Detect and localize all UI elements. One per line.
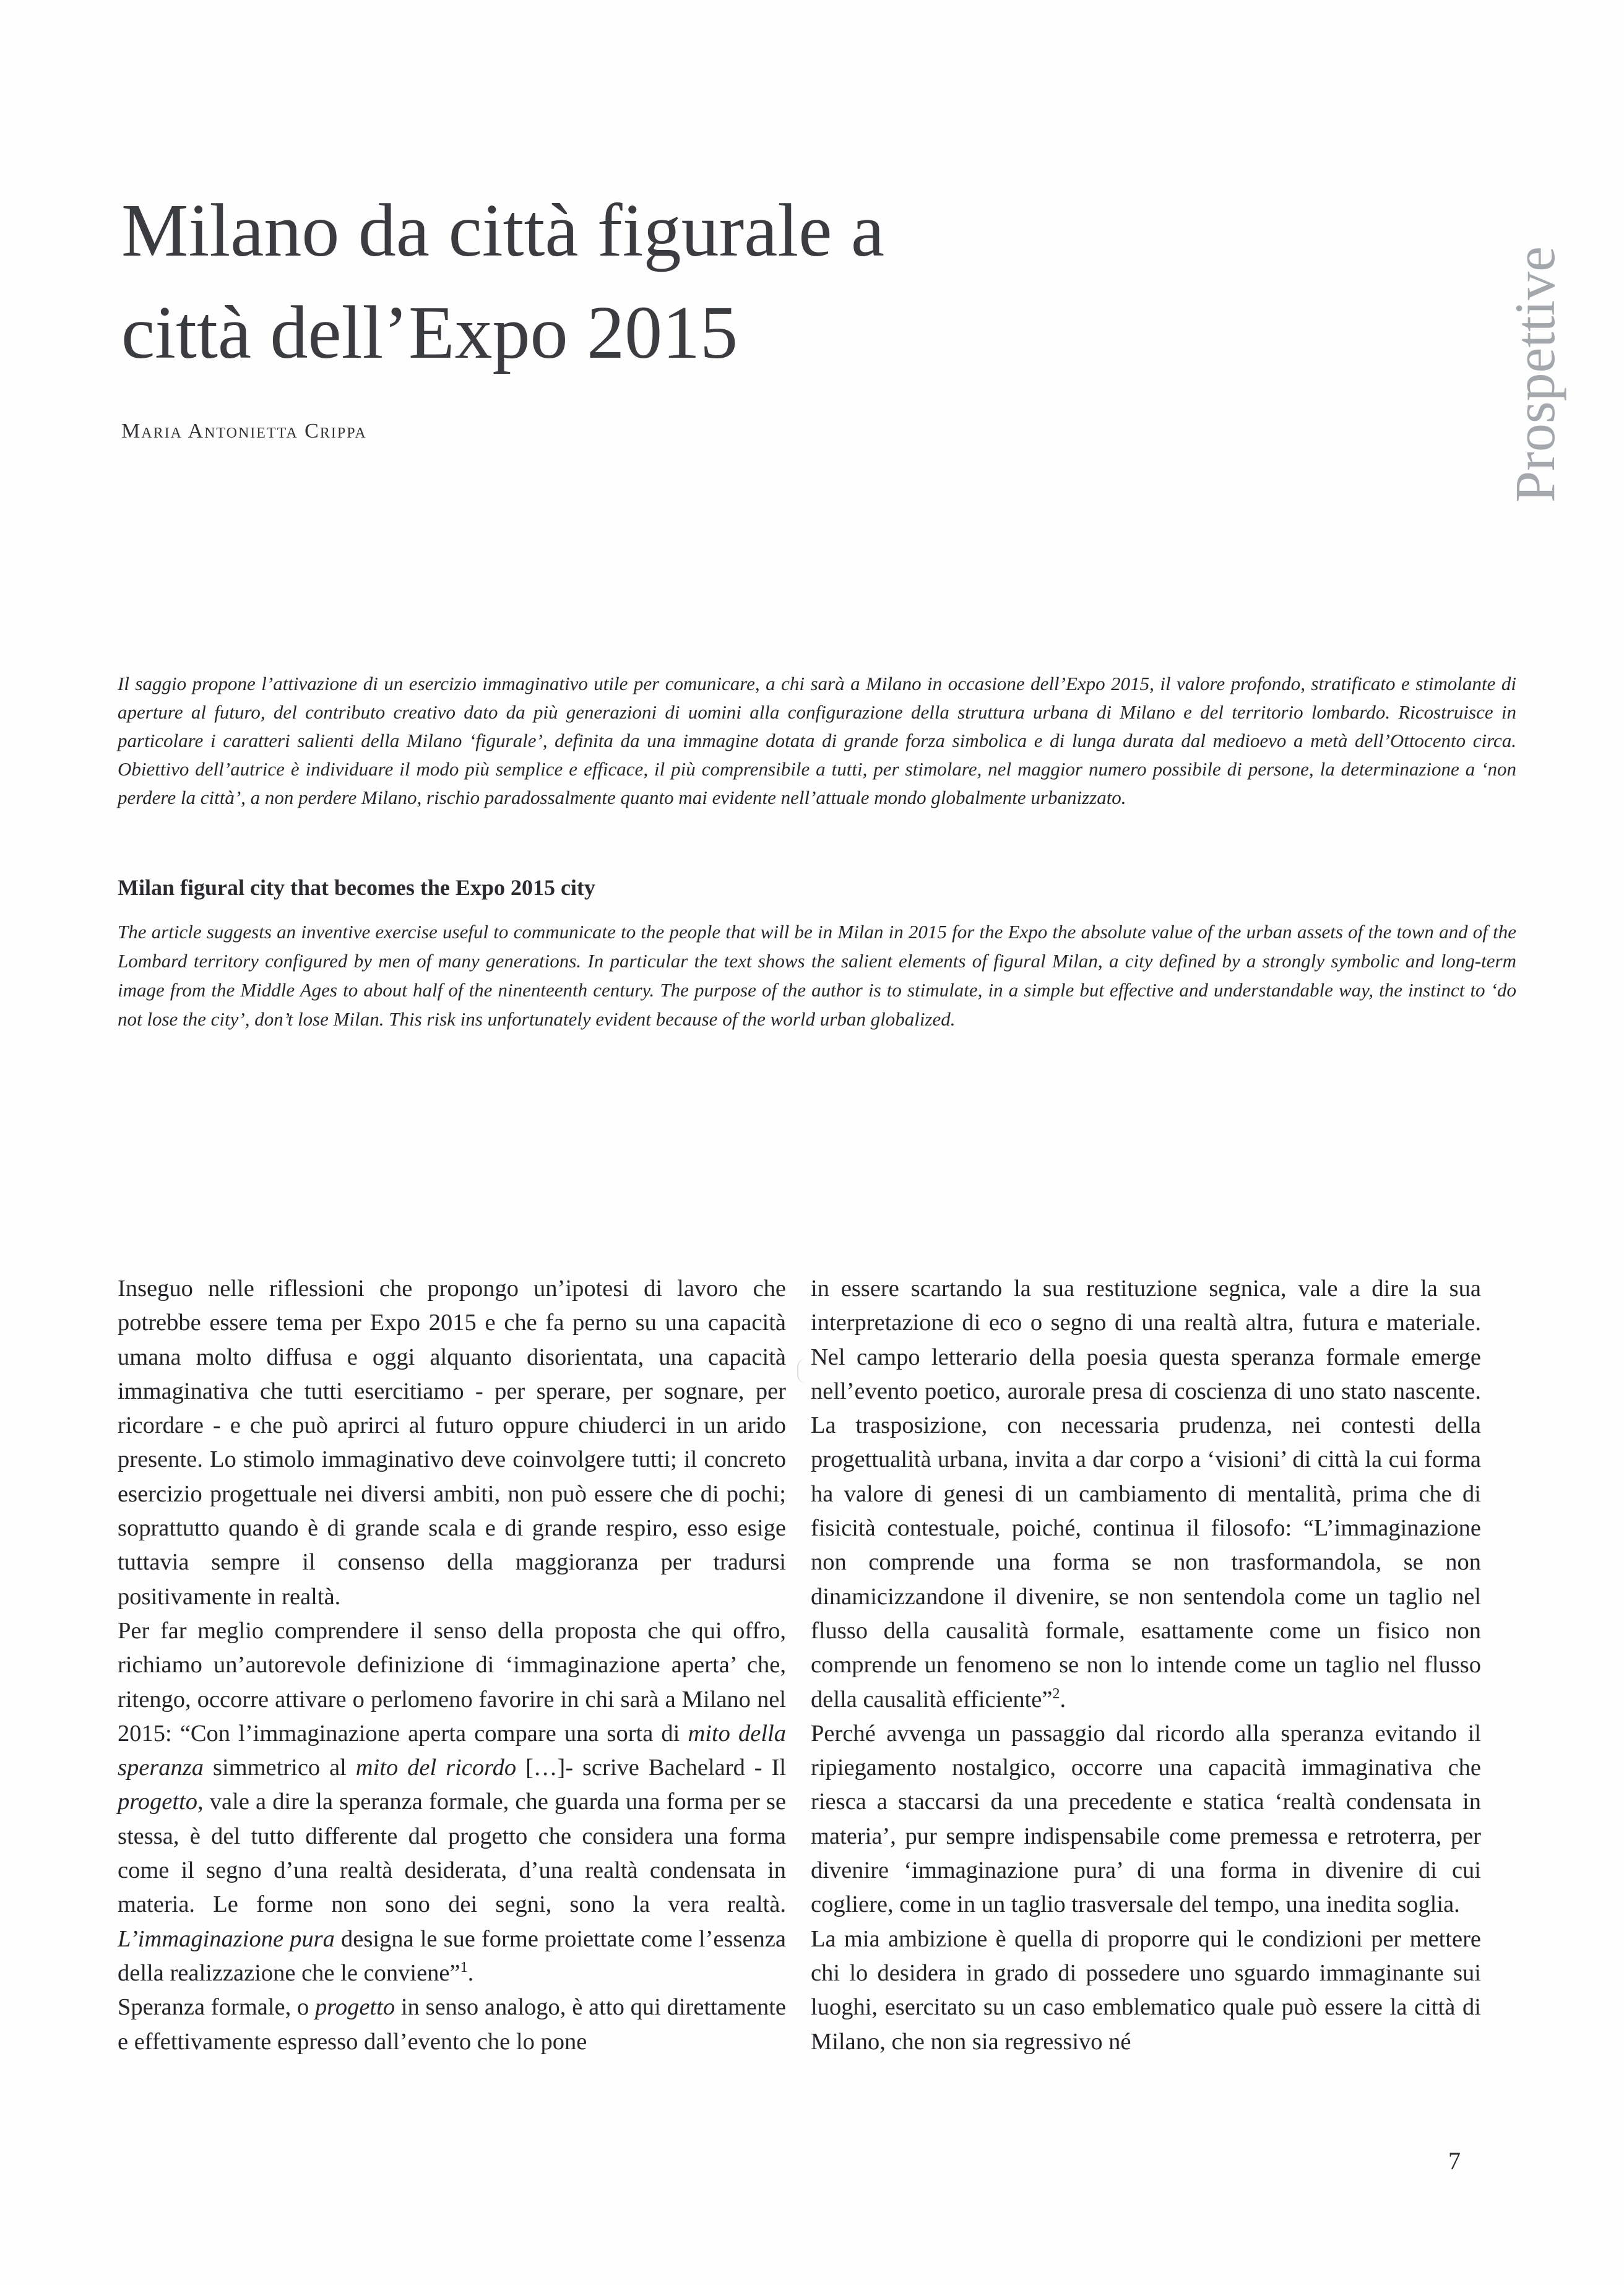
italic-run: L’immaginazione pura (118, 1925, 335, 1952)
text-run: Per far meglio comprendere il senso della proposta che qui offro, richiamo un’autorevole definizione di ‘immaginazione aperta’ che, ritengo, occorre attivare o perlomeno favorire in chi sarà a Milano nel 2015: “Con l’immaginazione aperta compare una sorta di (118, 1617, 786, 1747)
body-paragraph (118, 1614, 786, 1990)
body-paragraph: Perché avvenga un passaggio dal ricordo alla speranza evitando il ripiegamento nostalgico, occorre una capacità immaginativa che riesca a staccarsi da una precedente e statica ‘realtà condensata in materia’, pur sempre indispensabile come premessa e retroterra, per divenire ‘immaginazione pura’ di una forma in divenire di cui cogliere, come in un taglio trasversale del tempo, una inedita soglia. (811, 1720, 1481, 1918)
text-run: . (467, 1959, 474, 1986)
section-label (1473, 235, 1597, 514)
text-run: simmetrico al (204, 1755, 356, 1781)
body-column-left (118, 1272, 786, 2059)
italic-run: progetto (315, 1994, 395, 2021)
abstract-english-heading: Milan figural city that becomes the Expo 2015 city (118, 875, 595, 900)
body-paragraph (811, 1272, 1481, 1717)
body-paragraph (118, 1990, 786, 2059)
scan-artifact (797, 1358, 807, 1383)
footnote-ref-2[interactable]: 2 (1052, 1685, 1060, 1702)
article-title-line-2: città dell’Expo 2015 (121, 291, 738, 374)
page-number: 7 (1448, 2147, 1461, 2175)
text-run: […]- scrive Bachelard - Il (516, 1755, 786, 1781)
text-run: , vale a dire la speranza formale, che guarda una forma per se stessa, è del tutto differente dal progetto che considera una forma come il segno d’una realtà desiderata, d’una realtà condensata in materia. Le forme non sono dei segni, sono la vera realtà. (118, 1789, 786, 1918)
article-title-line-1: Milano da città figurale a (121, 189, 885, 272)
abstract-italian: Il saggio propone l’attivazione di un esercizio immaginativo utile per comunicare, a chi sarà a Milano in occasione dell’Expo 2015, il valore profondo, stratificato e stimolante di aperture al futuro, del contributo creativo dato da più generazioni di uomini alla configurazione della struttura urbana di Milano e del territorio lombardo. Ricostruisce in particolare i caratteri salienti della Milano ‘figurale’, definita da una immagine dotata di grande forza simbolica e di lunga durata dal medioevo a metà dell’Ottocento circa. Obiettivo dell’autrice è individuare il modo più semplice e efficace, il più comprensibile a tutti, per stimolare, nel maggior numero possibile di persone, la determinazione a ‘non perdere la città’, a non perdere Milano, rischio paradossalmente quanto mai evidente nell’attuale mondo globalmente urbanizzato. (118, 673, 1516, 808)
abstract-english: The article suggests an inventive exercise useful to communicate to the people that will be in Milan in 2015 for the Expo the absolute value of the urban assets of the town and of the Lombard territory configured by men of many generations. In particular the text shows the salient elements of figural Milan, a city defined by a strongly symbolic and long-term image from the Middle Ages to about half of the ninenteenth century. The purpose of the author is to stimulate, in a simple but effective and understandable way, the instinct to ‘do not lose the city’, don’t lose Milan. This risk ins unfortunately evident because of the world urban globalized. (118, 921, 1516, 1030)
author-name: Maria Antonietta Crippa (121, 420, 367, 443)
text-run: in essere scartando la sua restituzione segnica, vale a dire la sua interpretazione di eco o segno di una realtà altra, futura e materiale. Nel campo letterario della poesia questa speranza formale emerge nell’evento poetico, aurorale presa di coscienza di uno stato nascente. La trasposizione, con necessaria prudenza, nei contesti della progettualità urbana, invita a dar corpo a ‘visioni’ di città la cui forma ha valore di genesi di un cambiamento di mentalità, prima che di fisicità contestuale, poiché, continua il filosofo: “L’immaginazione non comprende una forma se non trasformandola, se non dinamicizzandone il divenire, se non sentendola come un taglio nel flusso della causalità formale, esattamente come un fisico non comprende un fenomeno se non lo intende come un taglio nel flusso della causalità efficiente” (811, 1276, 1481, 1713)
body-paragraph: La mia ambizione è quella di proporre qui le condizioni per mettere chi lo desidera in grado di possedere uno sguardo immaginante sui luoghi, esercitato su un caso emblematico quale può essere la città di Milano, che non sia regressivo né (811, 1925, 1481, 2055)
text-run: in senso analogo, è atto qui direttamente e effettivamente espresso dall’evento che lo pone (118, 1994, 786, 2055)
italic-run: mito della speranza (118, 1720, 786, 1781)
body-paragraph: Inseguo nelle riflessioni che propongo un’ipotesi di lavoro che potrebbe essere tema per Expo 2015 e che fa perno su una capacità umana molto diffusa e oggi alquanto disorientata, una capacità immaginativa che tutti esercitiamo - per sperare, per sognare, per ricordare - e che può aprirci al futuro oppure chiuderci in un arido presente. Lo stimolo immaginativo deve coinvolgere tutti; il concreto esercizio progettuale nei diversi ambiti, non può essere che di pochi; soprattutto quando è di grande scala e di grande respiro, esso esige tuttavia sempre il consenso della maggioranza per tradursi positivamente in realtà. (118, 1276, 786, 1610)
text-run: Speranza formale, o (118, 1994, 316, 2021)
text-run: designa le sue forme proiettate come l’essenza della realizzazione che le conviene” (118, 1925, 787, 1986)
article-title (121, 179, 1050, 384)
footnote-ref-1[interactable]: 1 (460, 1959, 468, 1976)
italic-run: mito del ricordo (355, 1755, 517, 1781)
section-label-text: Prospettive (1503, 246, 1566, 503)
text-run: . (1060, 1686, 1066, 1713)
italic-run: progetto (118, 1789, 198, 1815)
body-column-right (811, 1272, 1481, 2059)
